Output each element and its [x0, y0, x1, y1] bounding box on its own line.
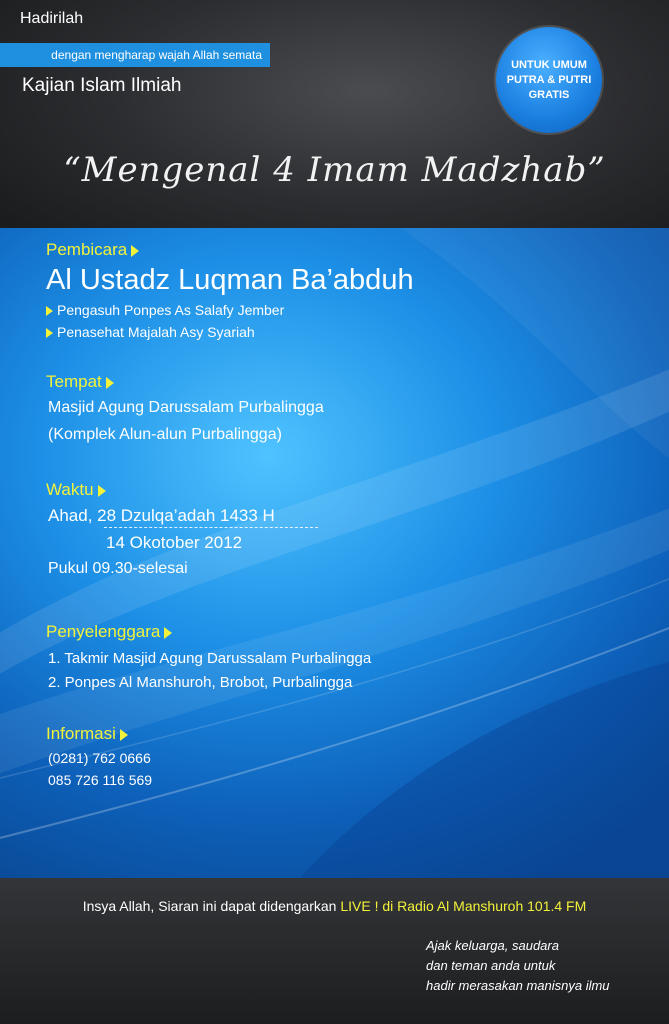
header-panel — [0, 0, 669, 228]
arrow-right-icon — [106, 377, 114, 389]
event-category: Kajian Islam Ilmiah — [22, 75, 182, 96]
organizer-item: 2. Ponpes Al Manshuroh, Brobot, Purbalingga — [48, 674, 353, 691]
details-panel — [0, 228, 669, 878]
invite-message — [426, 936, 610, 996]
venue-note: (Komplek Alun-alun Purbalingga) — [48, 426, 282, 443]
badge-line: PUTRA & PUTRI — [506, 73, 592, 86]
arrow-right-icon — [46, 306, 53, 316]
info-label: Informasi — [46, 724, 128, 744]
speaker-label: Pembicara — [46, 240, 139, 260]
organizer-item: 1. Takmir Masjid Agung Darussalam Purbalingga — [48, 650, 372, 667]
badge-line: GRATIS — [528, 88, 570, 101]
footer-panel — [0, 878, 669, 1024]
arrow-right-icon — [46, 328, 53, 338]
live-radio-text: LIVE ! di Radio Al Manshuroh 101.4 FM — [340, 898, 587, 914]
invite-text: Hadirilah — [20, 10, 84, 27]
badge-line: UNTUK UMUM — [511, 58, 587, 71]
venue-name: Masjid Agung Darussalam Purbalingga — [48, 399, 324, 416]
time-of-day: Pukul 09.30-selesai — [48, 560, 188, 577]
speaker-role: Penasehat Majalah Asy Syariah — [46, 324, 255, 340]
free-public-badge — [496, 27, 602, 133]
date-gregorian: 14 Okotober 2012 — [106, 533, 243, 552]
phone-number: (0281) 762 0666 — [48, 750, 151, 766]
arrow-right-icon — [131, 245, 139, 257]
arrow-right-icon — [120, 729, 128, 741]
venue-label: Tempat — [46, 372, 114, 392]
speaker-role: Pengasuh Ponpes As Salafy Jember — [46, 302, 284, 318]
invite-line: dan teman anda untuk — [426, 958, 556, 973]
arrow-right-icon — [98, 485, 106, 497]
time-label: Waktu — [46, 480, 106, 500]
invite-line: hadir merasakan manisnya ilmu — [426, 978, 610, 993]
invite-line: Ajak keluarga, saudara — [426, 938, 559, 953]
organizer-label: Penyelenggara — [46, 622, 172, 642]
speaker-name: Al Ustadz Luqman Ba’abduh — [46, 264, 414, 296]
arrow-right-icon — [164, 627, 172, 639]
date-hijri: Ahad, 28 Dzulqa’adah 1433 H — [48, 506, 275, 525]
broadcast-notice: Insya Allah, Siaran ini dapat didengarkan LIVE ! di Radio Al Manshuroh 101.4 FM — [82, 898, 587, 914]
event-title: “Mengenal 4 Imam Madzhab” — [63, 150, 606, 190]
phone-number: 085 726 116 569 — [48, 772, 153, 788]
date-divider — [104, 527, 318, 528]
intention-ribbon: dengan mengharap wajah Allah semata — [0, 43, 270, 67]
